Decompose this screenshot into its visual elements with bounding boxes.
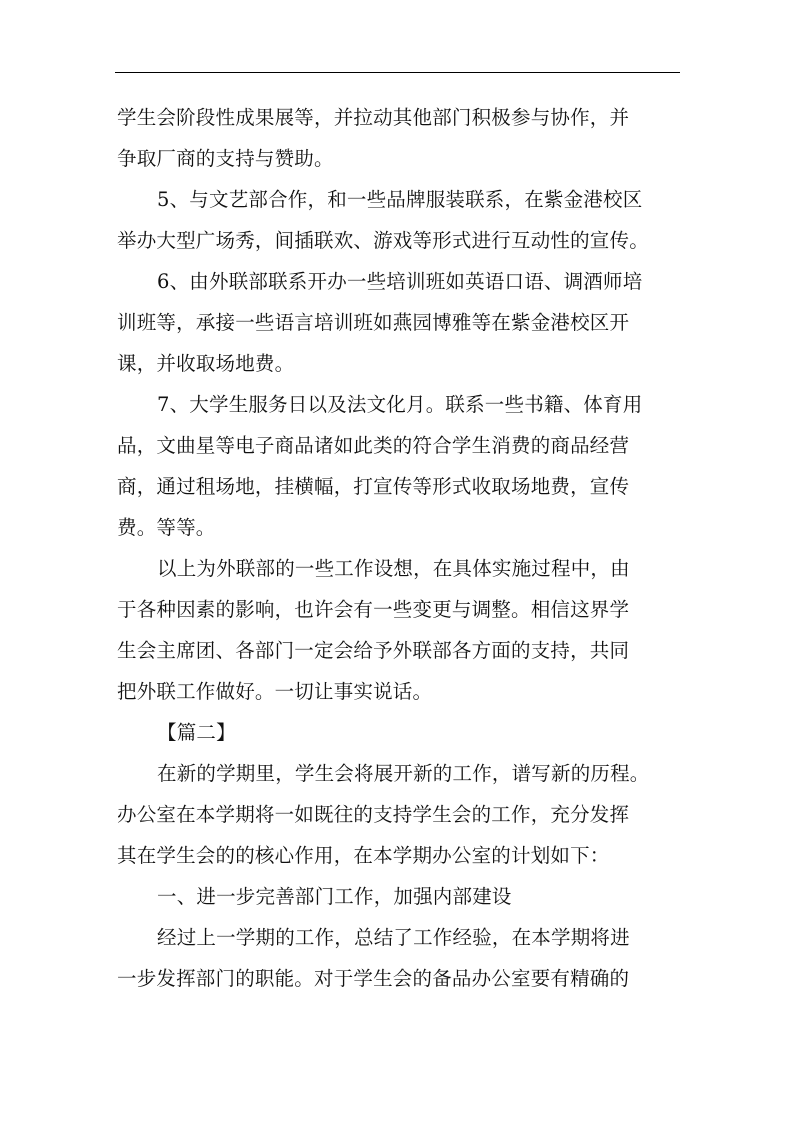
text-line: 争取厂商的支持与赞助。 xyxy=(117,147,334,170)
header-rule xyxy=(115,72,680,73)
section-heading: 【篇二】 xyxy=(157,721,236,744)
text-line: 把外联工作做好。一切让事实说话。 xyxy=(117,680,433,703)
text-line: 经过上一学期的工作，总结了工作经验，在本学期将进 xyxy=(157,926,630,949)
text-line: 6、由外联部联系开办一些培训班如英语口语、调酒师培 xyxy=(157,270,643,293)
text-line: 一步发挥部门的职能。对于学生会的备品办公室要有精确的 xyxy=(117,967,630,990)
text-line: 费。等等。 xyxy=(117,516,216,539)
text-line: 举办大型广场秀，间插联欢、游戏等形式进行互动性的宣传。 xyxy=(117,229,649,252)
text-line: 在新的学期里，学生会将展开新的工作，谱写新的历程。 xyxy=(157,762,650,785)
text-line: 7、大学生服务日以及法文化月。联系一些书籍、体育用 xyxy=(157,393,643,416)
text-line: 课，并收取场地费。 xyxy=(117,352,295,375)
document-body xyxy=(117,97,682,999)
text-line: 办公室在本学期将一如既往的支持学生会的工作，充分发挥 xyxy=(117,803,630,826)
text-line: 生会主席团、各部门一定会给予外联部各方面的支持，共同 xyxy=(117,639,630,662)
subsection-heading: 一、进一步完善部门工作，加强内部建设 xyxy=(157,885,512,908)
text-line: 学生会阶段性成果展等，并拉动其他部门积极参与协作，并 xyxy=(117,106,630,129)
text-line: 于各种因素的影响，也许会有一些变更与调整。相信这界学 xyxy=(117,598,630,621)
text-line: 以上为外联部的一些工作设想，在具体实施过程中，由 xyxy=(157,557,630,580)
text-line: 品，文曲星等电子商品诸如此类的符合学生消费的商品经营 xyxy=(117,434,630,457)
text-line: 商，通过租场地，挂横幅，打宣传等形式收取场地费，宣传 xyxy=(117,475,630,498)
text-line: 5、与文艺部合作，和一些品牌服装联系，在紫金港校区 xyxy=(157,188,643,211)
text-line: 其在学生会的的核心作用，在本学期办公室的计划如下： xyxy=(117,844,610,867)
text-line: 训班等，承接一些语言培训班如燕园博雅等在紫金港校区开 xyxy=(117,311,630,334)
